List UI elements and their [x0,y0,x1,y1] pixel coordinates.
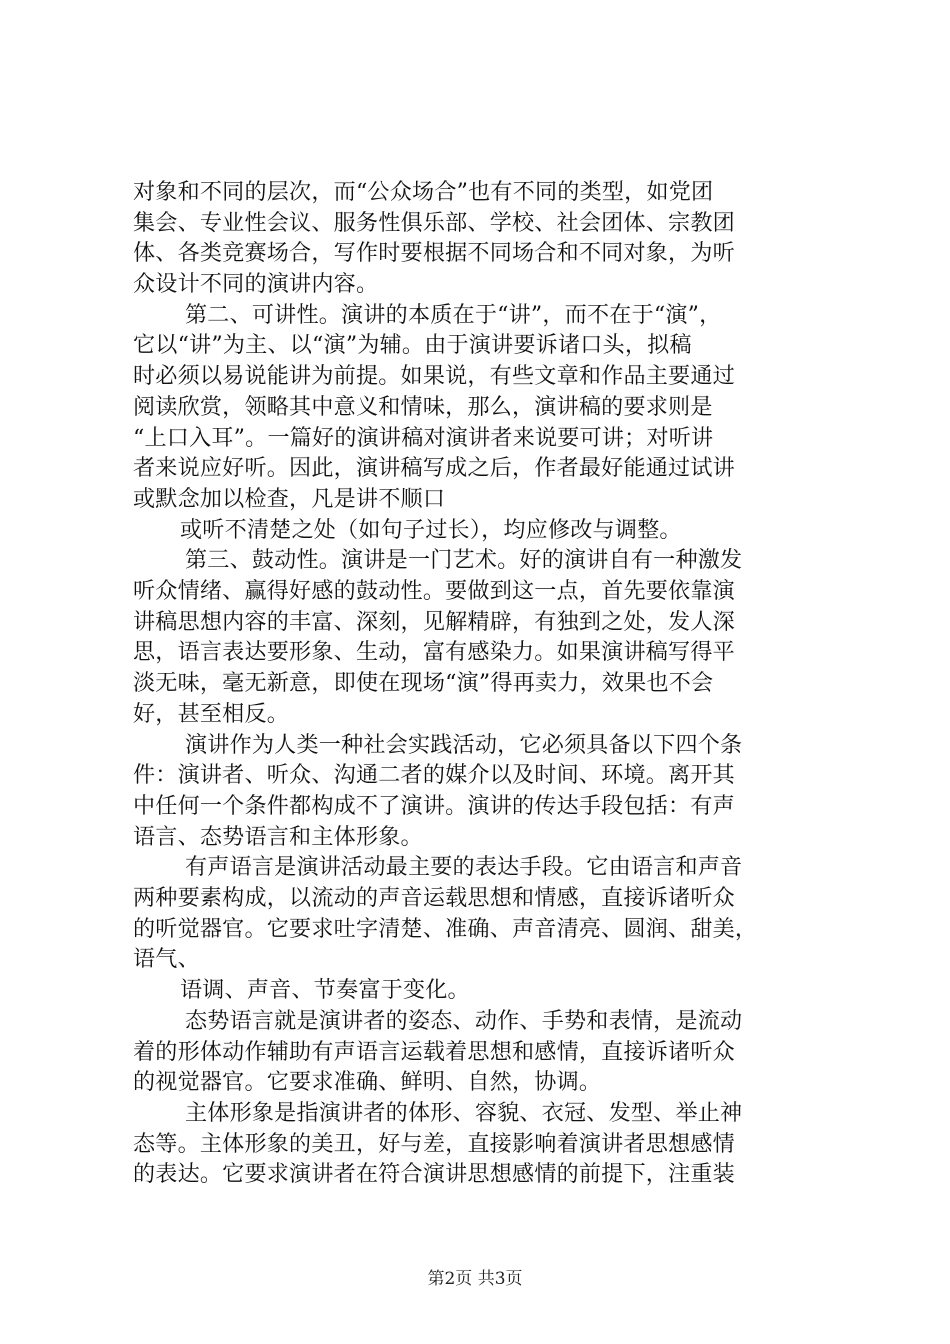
text-line: 两种要素构成，以流动的声音运载思想和情感，直接诉诸听众 [133,885,735,912]
text-line: 者来说应好听。因此，演讲稿写成之后，作者最好能通过试讲 [133,455,735,482]
paragraph-start-line: 演讲作为人类一种社会实践活动，它必须具备以下四个条 [185,731,743,758]
text-line: 态等。主体形象的美丑，好与差，直接影响着演讲者思想感情 [133,1130,735,1157]
text-line: 体、各类竞赛场合，写作时要根据不同场合和不同对象，为听 [133,240,735,267]
text-line: 中任何一个条件都构成不了演讲。演讲的传达手段包括：有声 [133,792,735,819]
text-line: 好，甚至相反。 [133,700,290,727]
text-line: 讲稿思想内容的丰富、深刻，见解精辟，有独到之处，发人深 [133,608,735,635]
text-line: 它以“讲”为主、以“演”为辅。由于演讲要诉诸口头，拟稿 [133,332,692,359]
page-number-footer: 第2页 共3页 [427,1269,523,1289]
text-line: 时必须以易说能讲为前提。如果说，有些文章和作品主要通过 [133,363,735,390]
paragraph-start-line: 第三、鼓动性。演讲是一门艺术。好的演讲自有一种激发 [185,547,743,574]
text-line: 对象和不同的层次，而“公众场合”也有不同的类型，如党团 [133,179,714,205]
text-line: “上口入耳”。一篇好的演讲稿对演讲者来说要可讲；对听讲 [133,424,714,451]
text-line: 的视觉器官。它要求准确、鲜明、自然，协调。 [133,1069,602,1096]
text-line: 或听不清楚之处（如句子过长），均应修改与调整。 [180,516,682,543]
text-line: 的听觉器官。它要求吐字清楚、准确、声音清亮、圆润、甜美， [133,915,758,942]
text-line: 听众情绪、赢得好感的鼓动性。要做到这一点，首先要依靠演 [133,578,735,605]
paragraph-start-line: 第二、可讲性。演讲的本质在于“讲”，而不在于“演”， [185,301,722,328]
text-line: 着的形体动作辅助有声语言运载着思想和感情，直接诉诸听众 [133,1038,735,1065]
text-line: 众设计不同的演讲内容。 [133,271,379,298]
text-line: 集会、专业性会议、服务性俱乐部、学校、社会团体、宗教团 [133,209,735,236]
text-line: 阅读欣赏，领略其中意义和情味，那么，演讲稿的要求则是 [133,393,713,420]
text-line: 语调、声音、节奏富于变化。 [180,977,470,1004]
paragraph-start-line: 态势语言就是演讲者的姿态、动作、手势和表情，是流动 [185,1007,743,1034]
text-line: 淡无味，毫无新意，即使在现场“演”得再卖力，效果也不会 [133,670,714,697]
text-line: 或默念加以检查，凡是讲不顺口 [133,485,446,512]
paragraph-start-line: 有声语言是演讲活动最主要的表达手段。它由语言和声音 [185,854,743,881]
text-line: 语言、态势语言和主体形象。 [133,823,423,850]
text-line: 件：演讲者、听众、沟通二者的媒介以及时间、环境。离开其 [133,762,735,789]
paragraph-start-line: 主体形象是指演讲者的体形、容貌、衣冠、发型、举止神 [185,1099,743,1126]
text-line: 的表达。它要求演讲者在符合演讲思想感情的前提下，注重装 [133,1161,735,1188]
text-line: 思，语言表达要形象、生动，富有感染力。如果演讲稿写得平 [133,639,735,666]
text-line: 语气、 [133,946,200,973]
